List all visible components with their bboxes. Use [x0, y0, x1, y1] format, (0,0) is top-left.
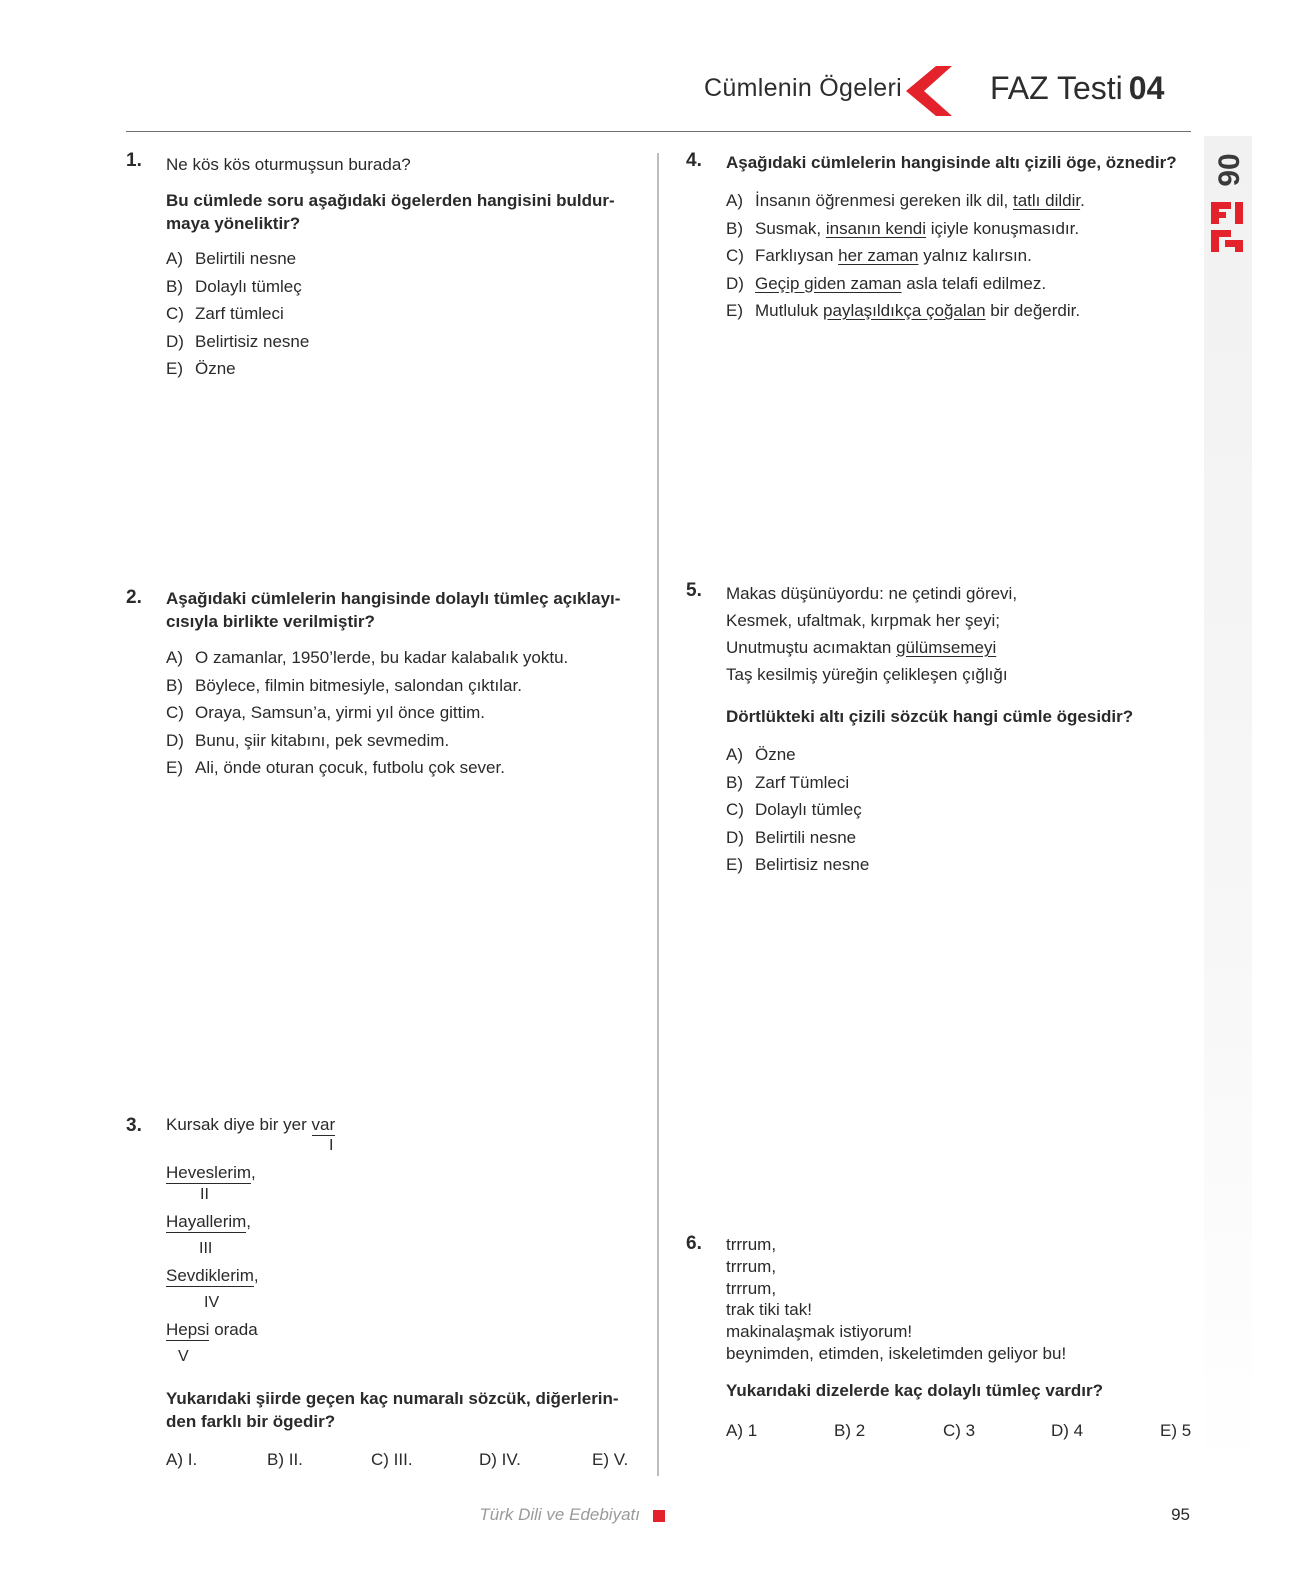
option-text: Belirtili nesne [755, 827, 857, 847]
option-text: Böylece, filmin bitmesiyle, salondan çıktılar. [195, 675, 522, 695]
option-text: Bunu, şiir kitabını, pek sevmedim. [195, 730, 450, 750]
column-divider [657, 153, 659, 1476]
option-letter: D) [166, 730, 184, 750]
option-letter: E) [166, 359, 183, 378]
question-prompt: Aşağıdaki cümlelerin hangisinde dolaylı tümleç açıklayı-cısıyla birlikte verilmiştir? [166, 589, 621, 631]
option-text: Ali, önde oturan çocuk, futbolu çok sever. [195, 758, 505, 777]
poem-text: , [253, 1266, 259, 1285]
option-text: Zarf tümleci [195, 304, 284, 323]
poem-line: makinalaşmak istiyorum! [726, 1322, 913, 1342]
option-letter: C) [166, 304, 184, 323]
poem-line: Unutmuştu acımaktan gülümsemeyi [726, 638, 997, 657]
option-text: Zarf Tümleci [755, 772, 850, 792]
question-4 [726, 151, 1201, 325]
option-d[interactable] [166, 727, 629, 755]
test-number: 04 [1128, 70, 1165, 106]
option-letter: D) [166, 331, 184, 351]
option-letter: C) [166, 703, 184, 722]
option-letter: E) [726, 301, 743, 320]
question-2 [166, 587, 629, 782]
option-a[interactable] [166, 644, 629, 672]
question-stem: Ne kös kös oturmuşsun burada? [166, 155, 411, 174]
option-b[interactable]: B) II. [267, 1450, 303, 1469]
side-number [1207, 140, 1249, 200]
poem-line: beynimden, etimden, iskeletimden geliyor bu! [726, 1343, 1067, 1363]
option-b[interactable] [726, 215, 1201, 243]
question-number: 4. [686, 150, 702, 171]
option-c[interactable]: C) 3 [943, 1421, 976, 1440]
option-c[interactable] [166, 699, 629, 727]
poem-text: orada [209, 1320, 258, 1339]
question-number: 5. [686, 580, 702, 601]
option-a[interactable]: A) I. [166, 1450, 198, 1469]
question-prompt: Aşağıdaki cümlelerin hangisinde altı çizili öge, öznedir? [726, 153, 1177, 172]
option-text: Özne [195, 359, 236, 378]
option-text: Mutluluk paylaşıldıkça çoğalan bir değerdir. [755, 301, 1081, 320]
option-text: Susmak, insanın kendi içiyle konuşmasıdır. [755, 218, 1080, 238]
option-a[interactable] [166, 245, 629, 273]
poem-line: trrrum, [726, 1235, 777, 1254]
option-letter: B) [166, 276, 183, 296]
option-e[interactable]: E) V. [592, 1450, 629, 1469]
poem-line: Kesmek, ufaltmak, kırpmak her şeyi; [726, 611, 1000, 630]
option-letter: A) [166, 648, 183, 667]
question-6 [726, 1234, 1201, 1402]
option-d[interactable] [726, 270, 1201, 298]
option-letter: D) [726, 827, 744, 847]
poem-word-underlined: Hepsi [166, 1320, 210, 1339]
poem-text: , [251, 1163, 256, 1182]
option-e[interactable] [726, 851, 1201, 879]
option-e[interactable] [166, 754, 629, 782]
poem-word-underlined: Sevdiklerim [166, 1266, 254, 1285]
section-title: Cümlenin Ögeleri [704, 74, 902, 102]
poem [726, 1234, 1201, 1365]
option-text: Belirtili nesne [195, 249, 297, 268]
option-letter: E) [166, 758, 183, 777]
underlined-phrase: insanın kendi [825, 218, 927, 238]
question-1 [166, 151, 629, 383]
faz-logo-icon [1211, 202, 1247, 254]
question-number: 3. [126, 1115, 142, 1136]
header-divider [126, 131, 1191, 132]
underlined-phrase: tatlı dildir [1012, 191, 1081, 210]
option-list [166, 644, 629, 782]
question-5 [726, 580, 1201, 879]
option-a[interactable] [726, 741, 1201, 769]
option-b[interactable] [726, 769, 1201, 797]
poem-line [166, 1266, 259, 1286]
poem-word-underlined: Heveslerim [166, 1163, 252, 1182]
option-list [726, 741, 1201, 879]
question-prompt: Dörtlükteki altı çizili sözcük hangi cümle ögesidir? [726, 707, 1134, 726]
option-a[interactable] [726, 187, 1201, 215]
underlined-phrase: her zaman [838, 246, 919, 265]
option-d[interactable]: D) 4 [1051, 1421, 1084, 1440]
option-letter: A) [726, 745, 743, 764]
option-letter: B) [166, 675, 183, 695]
option-text: O zamanlar, 1950’lerde, bu kadar kalabalık yoktu. [195, 648, 569, 667]
option-a[interactable]: A) 1 [726, 1421, 758, 1440]
poem-text: Kursak diye bir yer [166, 1115, 312, 1134]
option-text: Dolaylı tümleç [755, 800, 862, 819]
poem [726, 580, 1201, 688]
option-text: İnsanın öğrenmesi gereken ilk dil, tatlı dildir. [755, 191, 1085, 210]
question-prompt: Yukarıdaki şiirde geçen kaç numaralı sözcük, diğerlerin-den farklı bir ögedir? [166, 1389, 619, 1431]
roman-numeral: III [199, 1240, 213, 1257]
option-letter: C) [726, 800, 744, 819]
option-text: Geçip giden zaman asla telafi edilmez. [755, 273, 1047, 293]
poem-line [166, 1212, 251, 1232]
chevron-left-icon [906, 66, 952, 116]
option-text: Belirtisiz nesne [195, 331, 310, 351]
option-letter: C) [726, 246, 744, 265]
option-letter: B) [726, 218, 743, 238]
poem-word-underlined: var [311, 1115, 336, 1134]
poem-line [166, 1163, 256, 1183]
option-c[interactable]: C) III. [371, 1450, 413, 1469]
option-b[interactable]: B) 2 [834, 1421, 866, 1440]
option-d[interactable] [726, 824, 1201, 852]
footer-subject: Türk Dili ve Edebiyatı [479, 1505, 640, 1524]
option-e[interactable] [726, 297, 1201, 325]
option-text: Oraya, Samsun’a, yirmi yıl önce gittim. [195, 703, 486, 722]
question-number: 1. [126, 150, 142, 171]
poem-line: trrrum, [726, 1256, 777, 1276]
test-title-label: FAZ Testi [990, 70, 1123, 106]
option-text: Özne [755, 745, 796, 764]
question-number: 6. [686, 1233, 702, 1254]
underlined-phrase: paylaşıldıkça çoğalan [823, 301, 986, 320]
option-text: Farklıysan her zaman yalnız kalırsın. [755, 246, 1032, 265]
option-d[interactable] [166, 328, 629, 356]
poem-line [166, 1320, 258, 1340]
option-text: Belirtisiz nesne [755, 855, 870, 874]
option-list [726, 187, 1201, 325]
svg-text:06: 06 [1211, 153, 1245, 187]
option-e[interactable] [166, 355, 629, 383]
poem-word-underlined: gülümsemeyi [896, 638, 997, 657]
option-list [166, 245, 629, 383]
question-number: 2. [126, 587, 142, 608]
question-3 [166, 1110, 646, 1490]
roman-numeral: V [178, 1348, 189, 1365]
roman-numeral: I [329, 1137, 334, 1154]
option-c[interactable] [726, 796, 1201, 824]
option-letter: E) [726, 855, 743, 874]
roman-numeral: IV [204, 1294, 220, 1311]
test-title [990, 70, 1164, 107]
roman-numeral: II [200, 1186, 209, 1203]
poem-line: Taş kesilmiş yüreğin çelikleşen çığlığı [726, 665, 1008, 684]
option-letter: B) [726, 772, 743, 792]
poem-text: , [246, 1212, 252, 1231]
poem-word-underlined: Hayallerim [166, 1212, 247, 1231]
option-e[interactable]: E) 5 [1160, 1421, 1192, 1440]
footer-square-icon [653, 1510, 665, 1522]
poem-line [166, 1115, 335, 1135]
poem-line: trak tiki tak! [726, 1300, 812, 1320]
question-prompt: Yukarıdaki dizelerde kaç dolaylı tümleç vardır? [726, 1380, 1103, 1400]
page-number: 95 [1171, 1505, 1190, 1524]
poem-line: trrrum, [726, 1278, 777, 1298]
option-d[interactable]: D) IV. [479, 1450, 521, 1469]
option-letter: D) [726, 273, 744, 293]
option-letter: A) [726, 191, 743, 210]
option-letter: A) [166, 249, 183, 268]
side-tab [1204, 136, 1252, 1476]
underlined-phrase: Geçip giden zaman [755, 273, 902, 293]
option-c[interactable] [726, 242, 1201, 270]
option-b[interactable] [166, 672, 629, 700]
option-text: Dolaylı tümleç [195, 276, 302, 296]
option-b[interactable] [166, 273, 629, 301]
option-c[interactable] [166, 300, 629, 328]
question-prompt: Bu cümlede soru aşağıdaki ögelerden hangisini buldur-maya yöneliktir? [166, 191, 615, 233]
poem-line: Makas düşünüyordu: ne çetindi görevi, [726, 584, 1018, 603]
